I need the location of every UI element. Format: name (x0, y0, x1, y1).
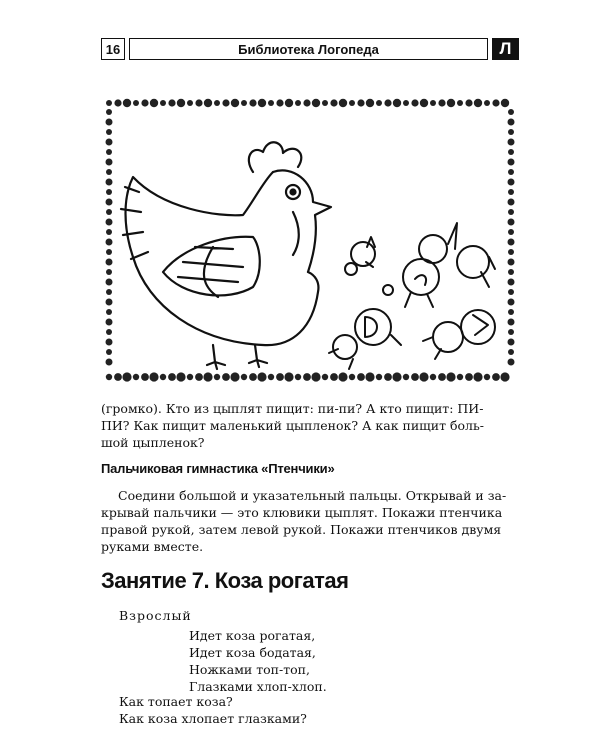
frame-dot (106, 129, 112, 135)
frame-dot (430, 100, 436, 106)
frame-dot (222, 99, 229, 106)
frame-dot (473, 372, 482, 381)
frame-dot (322, 100, 328, 106)
frame-dot (330, 99, 337, 106)
frame-dot (508, 269, 514, 275)
frame-dot (311, 372, 320, 381)
frame-dot (268, 374, 274, 380)
frame-dot (150, 99, 158, 107)
frame-dot (484, 100, 490, 106)
frame-dot (295, 374, 301, 380)
frame-dot (376, 374, 382, 380)
frame-dot (285, 99, 293, 107)
poem (189, 627, 327, 695)
frame-dot (241, 374, 247, 380)
poem-line: Идет коза рогатая, (189, 628, 316, 643)
frame-dot (508, 259, 515, 266)
frame-dot (349, 374, 355, 380)
frame-dot (249, 373, 257, 381)
frame-dot (176, 372, 185, 381)
frame-dot (106, 374, 112, 380)
page-header (101, 38, 519, 62)
frame-dot (249, 99, 256, 106)
frame-dot (106, 309, 112, 315)
frame-dot (508, 329, 514, 335)
frame-dot (330, 373, 338, 381)
frame-dot (168, 373, 176, 381)
frame-dot (508, 279, 515, 286)
frame-dot (106, 169, 112, 175)
frame-dot (430, 374, 436, 380)
frame-dot (365, 372, 374, 381)
frame-dot (508, 209, 514, 215)
frame-dot (141, 99, 148, 106)
frame-dot (419, 372, 428, 381)
frame-dot (114, 99, 121, 106)
frame-dot (106, 339, 113, 346)
frame-dot (322, 374, 328, 380)
frame-dot (114, 373, 122, 381)
frame-dot (122, 372, 131, 381)
frame-dot (474, 99, 482, 107)
frame-dot (149, 372, 158, 381)
frame-dot (231, 99, 239, 107)
poem-line: Ножками топ-топ, (189, 662, 310, 677)
frame-dot (438, 373, 446, 381)
frame-dot (447, 99, 455, 107)
frame-dot (106, 209, 112, 215)
frame-dot (241, 100, 247, 106)
frame-dot (141, 373, 149, 381)
frame-dot (508, 239, 515, 246)
frame-dot (106, 329, 112, 335)
frame-dot (508, 129, 514, 135)
frame-dot (508, 199, 515, 206)
frame-dot (106, 189, 112, 195)
frame-dot (508, 319, 515, 326)
paragraph-finger-instructions: Соедини большой и указательный пальцы. Открывай и за- крывай пальчики — это клювики цыплят. Покажи птенчика правой рукой, затем левой рукой. Покажи птенчиков двумя руками вместе. (101, 488, 507, 554)
dotted-frame (106, 99, 515, 382)
frame-dot (106, 149, 112, 155)
question-line: Как топает коза? (119, 694, 233, 709)
frame-dot (303, 99, 310, 106)
frame-dot (177, 99, 185, 107)
frame-dot (366, 99, 374, 107)
paragraph-chick-questions: (громко). Кто из цыплят пищит: пи-пи? А кто пищит: ПИ- ПИ? Как пищит маленький цыпленок? А как пищит боль- шой цыпленок? (101, 401, 485, 450)
frame-dot (508, 339, 515, 346)
frame-dot (106, 139, 113, 146)
frame-dot (508, 289, 514, 295)
frame-dot (133, 100, 139, 106)
frame-dot (403, 374, 409, 380)
frame-dot (106, 279, 113, 286)
frame-dot (403, 100, 409, 106)
frame-dot (204, 99, 212, 107)
questions (119, 693, 307, 727)
frame-dot (160, 374, 166, 380)
frame-dot (195, 99, 202, 106)
frame-dot (446, 372, 455, 381)
frame-dot (106, 159, 113, 166)
frame-dot (339, 99, 347, 107)
frame-dot (284, 372, 293, 381)
frame-dot (106, 319, 113, 326)
frame-dot (508, 189, 514, 195)
frame-dot (500, 372, 509, 381)
hen-drawing (121, 142, 331, 369)
frame-dot (106, 359, 113, 366)
frame-dot (160, 100, 166, 106)
frame-dot (106, 179, 113, 186)
frame-dot (187, 374, 193, 380)
frame-dot (357, 99, 364, 106)
series-logo-icon: Л (492, 38, 519, 60)
frame-dot (303, 373, 311, 381)
frame-dot (214, 100, 220, 106)
frame-dot (106, 349, 112, 355)
page-number: 16 (101, 38, 125, 60)
frame-dot (106, 199, 113, 206)
frame-dot (508, 219, 515, 226)
frame-dot (492, 99, 499, 106)
frame-dot (168, 99, 175, 106)
frame-dot (438, 99, 445, 106)
frame-dot (393, 99, 401, 107)
frame-dot (357, 373, 365, 381)
frame-dot (258, 99, 266, 107)
subheading-finger-gymnastics: Пальчиковая гимнастика «Птенчики» (101, 461, 335, 476)
poem-line: Идет коза бодатая, (189, 645, 316, 660)
frame-dot (508, 149, 514, 155)
frame-dot (508, 309, 514, 315)
frame-dot (392, 372, 401, 381)
frame-dot (465, 373, 473, 381)
frame-dot (508, 249, 514, 255)
lesson-heading: Занятие 7. Коза рогатая (101, 568, 349, 593)
frame-dot (420, 99, 428, 107)
frame-dot (195, 373, 203, 381)
frame-dot (133, 374, 139, 380)
frame-dot (106, 289, 112, 295)
frame-dot (268, 100, 274, 106)
frame-dot (295, 100, 301, 106)
frame-dot (508, 359, 515, 366)
question-line: Как коза хлопает глазками? (119, 711, 307, 726)
frame-dot (508, 169, 514, 175)
frame-dot (484, 374, 490, 380)
frame-dot (349, 100, 355, 106)
chicks-drawing (329, 223, 495, 369)
hen-and-chicks-illustration (103, 97, 517, 385)
frame-dot (338, 372, 347, 381)
frame-dot (187, 100, 193, 106)
frame-dot (501, 99, 509, 107)
frame-dot (508, 139, 515, 146)
frame-dot (106, 239, 113, 246)
frame-dot (106, 229, 112, 235)
frame-dot (257, 372, 266, 381)
frame-dot (106, 249, 112, 255)
frame-dot (508, 229, 514, 235)
poem-line: Глазками хлоп-хлоп. (189, 679, 327, 694)
frame-dot (106, 219, 113, 226)
frame-dot (508, 299, 515, 306)
frame-dot (123, 99, 131, 107)
frame-dot (276, 99, 283, 106)
frame-dot (384, 99, 391, 106)
frame-dot (203, 372, 212, 381)
frame-dot (106, 269, 112, 275)
frame-dot (411, 99, 418, 106)
frame-dot (508, 119, 515, 126)
frame-dot (214, 374, 220, 380)
frame-dot (106, 259, 113, 266)
frame-dot (230, 372, 239, 381)
frame-dot (106, 299, 113, 306)
frame-dot (106, 109, 112, 115)
running-title: Библиотека Логопеда (129, 38, 488, 60)
frame-dot (508, 159, 515, 166)
frame-dot (312, 99, 320, 107)
frame-dot (384, 373, 392, 381)
frame-dot (508, 179, 515, 186)
frame-dot (457, 374, 463, 380)
frame-dot (465, 99, 472, 106)
frame-dot (457, 100, 463, 106)
frame-dot (222, 373, 230, 381)
frame-dot (106, 100, 112, 106)
frame-dot (508, 109, 514, 115)
speaker-label: Взрослый (119, 608, 192, 623)
frame-dot (492, 373, 500, 381)
frame-dot (411, 373, 419, 381)
frame-dot (376, 100, 382, 106)
frame-dot (508, 349, 514, 355)
frame-dot (276, 373, 284, 381)
frame-dot (106, 119, 113, 126)
